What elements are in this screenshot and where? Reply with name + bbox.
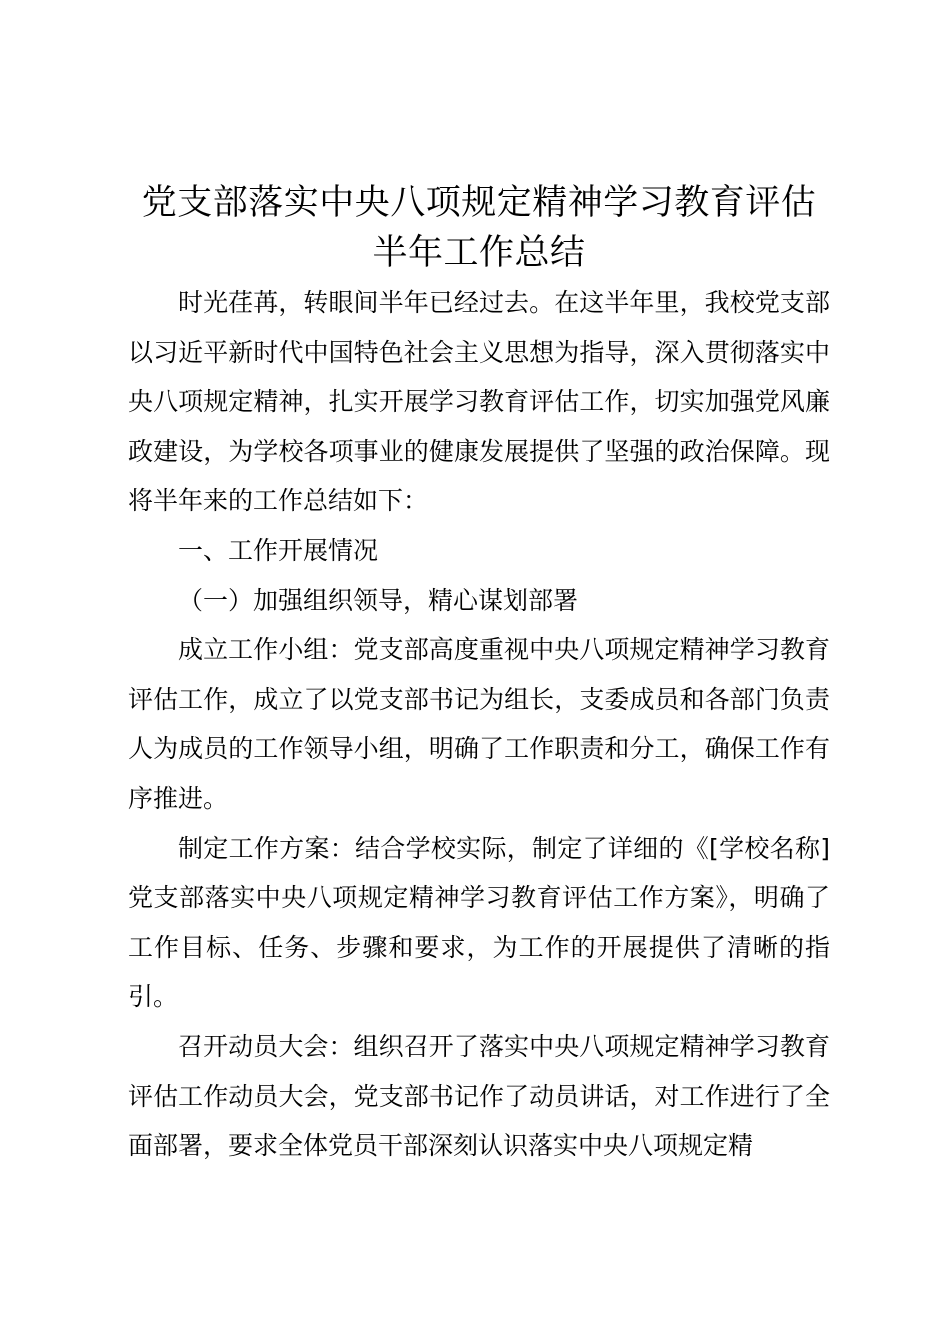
paragraph-mobilization-meeting: 召开动员大会：组织召开了落实中央八项规定精神学习教育评估工作动员大会，党支部书记作了动员讲话，对工作进行了全面部署，要求全体党员干部深刻认识落实中央八项规定精 [128,1031,830,1161]
section-heading-work-progress: 一、工作开展情况 [178,535,379,565]
document-body [128,178,830,1171]
intro-paragraph: 时光荏苒，转眼间半年已经过去。在这半年里，我校党支部以习近平新时代中国特色社会主义思想为指导，深入贯彻落实中央八项规定精神，扎实开展学习教育评估工作，切实加强党风廉政建设，为学校各项事业的健康发展提供了坚强的政治保障。现将半年来的工作总结如下： [128,288,830,516]
subsection-heading-organization: （一）加强组织领导，精心谋划部署 [178,585,579,615]
paragraph-work-plan: 制定工作方案：结合学校实际，制定了详细的《[学校名称]党支部落实中央八项规定精神学习教育评估工作方案》，明确了工作目标、任务、步骤和要求，为工作的开展提供了清晰的指引。 [128,833,830,1012]
document-title: 党支部落实中央八项规定精神学习教育评估半年工作总结 [141,183,817,273]
paragraph-working-group: 成立工作小组：党支部高度重视中央八项规定精神学习教育评估工作，成立了以党支部书记为组长，支委成员和各部门负责人为成员的工作领导小组，明确了工作职责和分工，确保工作有序推进。 [128,635,830,813]
